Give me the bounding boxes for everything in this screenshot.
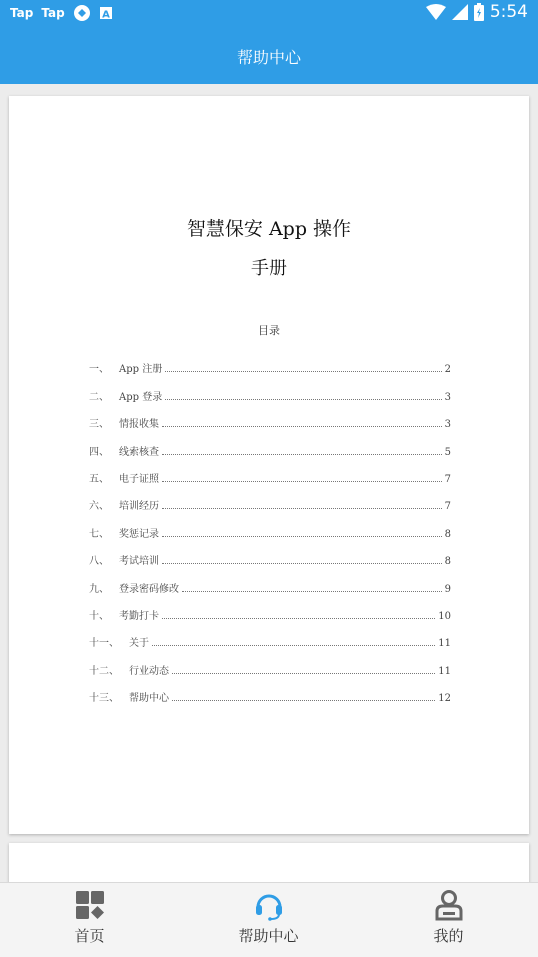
toc-number: 四、 (89, 446, 109, 458)
tab-home[interactable] (0, 883, 179, 957)
toc-title: 考试培训 (119, 556, 159, 568)
tab-help-center[interactable] (179, 883, 358, 957)
toc-title: 培训经历 (119, 501, 159, 513)
signal-icon (452, 4, 468, 20)
toc-number: 十三、 (89, 693, 119, 705)
toc-number: 七、 (89, 528, 109, 540)
toc-page-number: 8 (444, 528, 451, 540)
toc-row[interactable] (89, 540, 451, 567)
page-title: 帮助中心 (236, 47, 301, 67)
toc-heading: 目录 (258, 324, 280, 337)
toc-row[interactable] (89, 430, 451, 457)
toc-page-number: 10 (438, 610, 451, 622)
status-time: 5:54 (489, 2, 528, 22)
status-bar (0, 0, 538, 28)
toc-number: 九、 (89, 583, 109, 595)
toc-title: App 注册 (119, 364, 163, 376)
tab-profile[interactable] (359, 883, 538, 957)
toc-title: 电子证照 (119, 473, 159, 485)
toc-title: 奖惩记录 (119, 528, 159, 540)
headset-icon (253, 889, 285, 921)
toc-page-number: 3 (444, 419, 451, 431)
status-bar-system (426, 2, 528, 22)
toc-leader (182, 591, 442, 592)
toc-page-number: 7 (444, 501, 451, 513)
toc-row[interactable] (89, 512, 451, 539)
toc-leader (162, 426, 442, 427)
tab-label: 我的 (433, 927, 464, 945)
home-grid-icon (74, 889, 106, 921)
toc-leader (162, 563, 442, 564)
toc-leader (165, 371, 441, 372)
toc-leader (172, 673, 435, 674)
toc-page-number: 12 (438, 693, 451, 705)
toc-number: 十一、 (89, 638, 119, 650)
toc-row[interactable] (89, 348, 451, 375)
toc-title: 帮助中心 (129, 693, 169, 705)
sync-icon (73, 4, 91, 22)
toc-row[interactable] (89, 677, 451, 704)
toc-number: 二、 (89, 391, 109, 403)
toc-page-number: 3 (444, 391, 451, 403)
toc-title: App 登录 (119, 391, 163, 403)
toc-row[interactable] (89, 485, 451, 512)
toc-row[interactable] (89, 567, 451, 594)
toc-leader (162, 481, 442, 482)
document-page[interactable] (9, 96, 529, 834)
toc-row[interactable] (89, 403, 451, 430)
toc-leader (172, 700, 435, 701)
battery-icon (474, 3, 484, 21)
toc-page-number: 11 (438, 638, 451, 650)
toc-number: 六、 (89, 501, 109, 513)
font-a-icon (99, 6, 113, 20)
toc-number: 十二、 (89, 665, 119, 677)
bottom-tab-bar (0, 882, 538, 957)
taptap-notification-label: Tap (10, 6, 34, 20)
toc-title: 关于 (129, 638, 149, 650)
tab-label: 首页 (74, 927, 105, 945)
tab-label: 帮助中心 (238, 927, 299, 945)
document-title: 智慧保安 App 操作 (186, 218, 352, 240)
toc-title: 登录密码修改 (119, 583, 179, 595)
toc-number: 三、 (89, 419, 109, 431)
toc-title: 线索核查 (119, 446, 159, 458)
table-of-contents (89, 348, 451, 704)
toc-number: 十、 (89, 610, 109, 622)
toc-page-number: 9 (444, 583, 451, 595)
toc-leader (162, 508, 442, 509)
toc-leader (152, 645, 435, 646)
toc-title: 考勤打卡 (119, 610, 159, 622)
toc-row[interactable] (89, 622, 451, 649)
app-bar (0, 28, 538, 84)
toc-title: 行业动态 (129, 665, 169, 677)
toc-page-number: 11 (438, 665, 451, 677)
toc-number: 一、 (89, 364, 109, 376)
toc-row[interactable] (89, 595, 451, 622)
toc-title: 情报收集 (119, 419, 159, 431)
toc-number: 八、 (89, 556, 109, 568)
status-bar-notifications (10, 4, 113, 22)
toc-page-number: 7 (444, 473, 451, 485)
profile-icon (433, 889, 465, 921)
wifi-icon (426, 4, 446, 20)
toc-row[interactable] (89, 649, 451, 676)
toc-page-number: 8 (444, 556, 451, 568)
toc-leader (165, 399, 441, 400)
toc-leader (162, 536, 442, 537)
document-subtitle: 手册 (251, 258, 287, 279)
taptap-notification-label: Tap (41, 6, 65, 20)
toc-row[interactable] (89, 458, 451, 485)
toc-page-number: 5 (444, 446, 451, 458)
toc-leader (162, 454, 442, 455)
svg-text:A: A (101, 9, 110, 20)
toc-leader (162, 618, 435, 619)
toc-page-number: 2 (444, 364, 451, 376)
toc-row[interactable] (89, 375, 451, 402)
toc-number: 五、 (89, 473, 109, 485)
